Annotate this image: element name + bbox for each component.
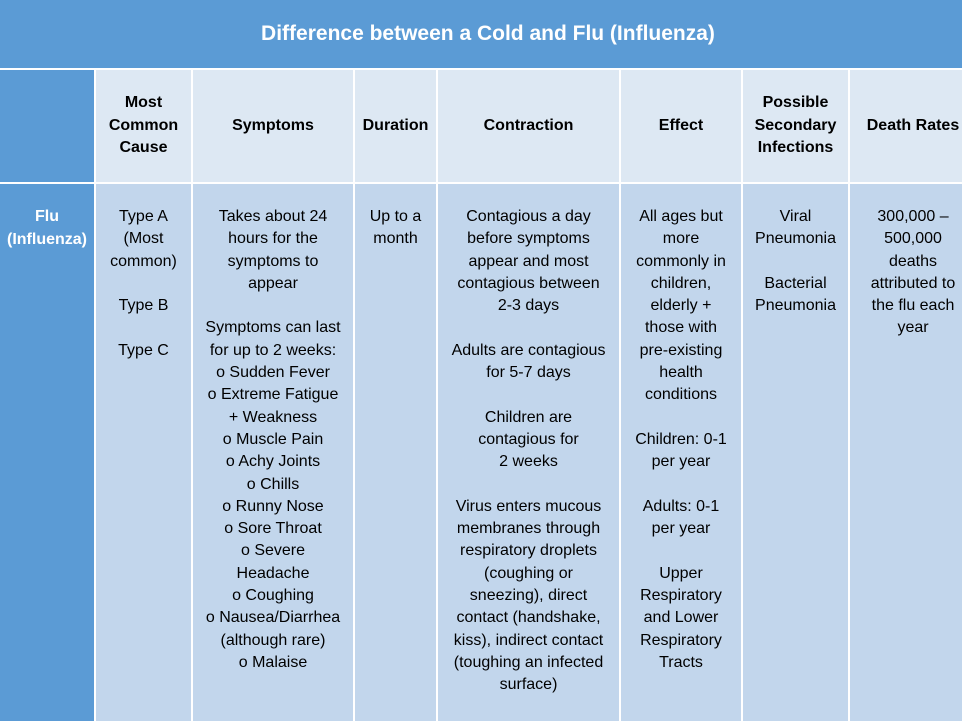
line-spacer [438,384,619,406]
text-line: surface) [499,676,558,694]
text-line: more [662,230,700,248]
header-duration [355,70,436,182]
text-line: Symptoms [232,116,314,134]
text-line: Contraction [483,116,574,134]
text-line: contact (handshake, [456,609,601,627]
line-spacer [438,474,619,496]
text-line: Common [108,116,179,134]
text-line: Possible [762,94,829,112]
header-contraction [438,70,619,182]
text-line: Pneumonia [755,230,836,248]
text-line: the flu each [871,297,955,315]
text-line: Secondary [754,116,837,134]
text-line: conditions [644,386,718,404]
text-line: membranes through [456,520,601,538]
line-spacer [621,540,741,562]
header-effect [621,70,741,182]
text-line: Duration [362,116,429,134]
text-line: Flu [35,208,59,225]
text-line: Adults are contagious [451,341,606,359]
text-line: before symptoms [467,230,590,248]
text-line: Headache [236,564,310,582]
header-corner [0,70,94,182]
text-line: Symptoms can last [205,319,341,337]
text-line: elderly + [650,297,712,315]
text-line: o Runny Nose [222,497,324,515]
text-line: All ages but [639,208,723,225]
text-line: appear [248,274,298,292]
text-line: Effect [658,116,704,134]
text-line: Up to a [369,208,422,225]
text-line: per year [651,453,711,471]
text-line: Children: 0-1 [635,430,727,448]
text-line: o Coughing [232,587,314,605]
text-line: (Most [123,230,164,248]
text-line: for 5-7 days [486,364,571,382]
text-line: pre-existing [639,341,723,359]
text-line: commonly in [636,252,726,270]
text-line: (toughing an infected [453,653,604,671]
text-line: o Nausea/Diarrhea [205,609,341,627]
text-line: Respiratory [640,587,722,605]
text-line: sneezing), direct [469,587,588,605]
header-death-rates [850,70,962,182]
text-line: symptoms to [227,252,319,270]
text-line: Pneumonia [755,297,836,315]
text-line: for up to 2 weeks: [209,341,337,359]
text-line: year [897,319,929,337]
text-line: 2-3 days [497,297,560,315]
line-spacer [193,295,353,317]
text-line: children, [650,274,712,292]
cell-cause [96,184,191,721]
text-line: o Malaise [238,653,308,671]
text-line: kiss), indirect contact [453,631,604,649]
text-line: 500,000 [884,230,942,248]
text-line: + Weakness [228,408,318,426]
text-line: (coughing or [484,564,573,582]
text-line: Type B [118,297,169,315]
text-line: o Sudden Fever [216,364,330,382]
text-line: month [373,230,418,248]
line-spacer [621,474,741,496]
text-line: Respiratory [640,631,722,649]
header-symptoms [193,70,353,182]
header-most-common-cause [96,70,191,182]
line-spacer [96,317,191,339]
text-line: Upper [659,564,703,582]
text-line: Contagious a day [466,208,591,225]
cell-contraction [438,184,619,721]
text-line: Adults: 0-1 [642,497,720,515]
text-line: respiratory droplets [460,542,597,560]
text-line: (although rare) [220,631,326,649]
text-line: Tracts [659,653,703,671]
text-line: those with [644,319,718,337]
text-line: Children are [484,408,573,426]
text-line: o Chills [246,475,300,493]
text-line: (Influenza) [7,230,87,248]
text-line: o Muscle Pain [222,430,324,448]
line-spacer [96,273,191,295]
text-line: o Sore Throat [224,520,322,538]
row-label-flu [0,184,94,721]
cell-symptoms [193,184,353,721]
text-line: Type C [118,341,169,359]
cell-duration [355,184,436,721]
text-line: Type A [119,208,168,225]
text-line: o Achy Joints [225,453,321,471]
cell-secondary-infections [743,184,848,721]
text-line: Virus enters mucous [455,497,602,515]
text-line: Most [124,94,163,112]
line-spacer [438,317,619,339]
header-possible-secondary-infections [743,70,848,182]
text-line: o Severe [240,542,306,560]
text-line: Takes about 24 [218,208,328,225]
text-line: and Lower [643,609,719,627]
cell-death-rates [850,184,962,721]
text-line: Death Rates [866,116,960,134]
text-line: appear and most [468,252,589,270]
text-line: attributed to [870,274,956,292]
text-line: Viral [779,208,812,225]
table-title: Difference between a Cold and Flu (Influenza) [0,0,962,68]
text-line: health [659,364,703,382]
text-line: deaths [888,252,938,270]
text-line: Cause [119,139,168,157]
text-line: 300,000 – [877,208,949,225]
text-line: hours for the [228,230,318,248]
text-line: per year [651,520,711,538]
line-spacer [743,251,848,273]
text-line: common) [110,252,177,270]
text-line: contagious for [478,430,579,448]
text-line: Infections [757,139,834,157]
line-spacer [621,407,741,429]
cell-effect [621,184,741,721]
text-line: Bacterial [764,274,827,292]
text-line: o Extreme Fatigue [207,386,339,404]
text-line: 2 weeks [499,453,558,471]
text-line: contagious between [457,274,600,292]
